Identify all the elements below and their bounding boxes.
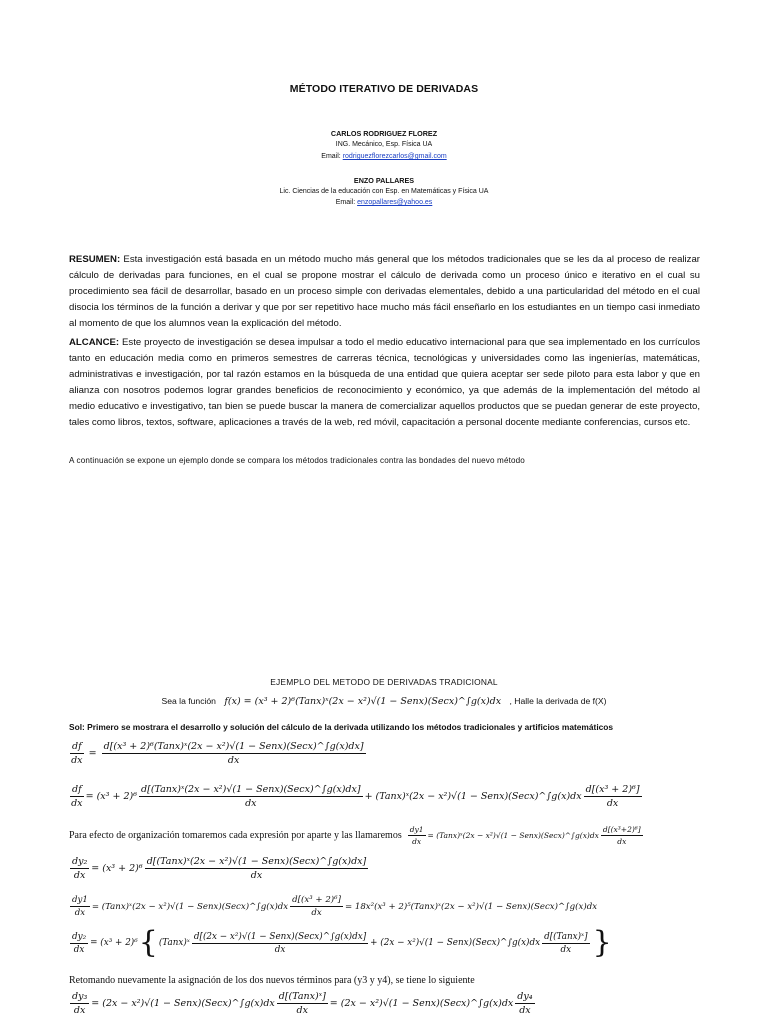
- alcance-text: Este proyecto de investigación se desea impulsar a todo el medio educativo internacional para que sea implementado en los currículos tanto en educación media como en primeros semestres de carreras técnica, tecnológicas y universidades como las ingenierías, matemáticas, administrativas e investigación, por tal razón estamos en la búsqueda de una entidad que quiera aceptar ser sede piloto para esta labor y que en alianza con nosotros podemos lograr grandes beneficios de reconocimiento y económico, ya que además de la implementación del método al medio educativo e investigativo, tan bien se puede buscar la manera de comercializar aquellos productos que se puedan generar de este proyecto, tales como libros, textos, software, aplicaciones a través de la web, red móvil, capacitación a personal docente mediante conferencias, cursos etc.: [69, 337, 700, 429]
- eq7-lhs-den: dx: [73, 1005, 86, 1016]
- equation-2: [68, 784, 644, 809]
- eq2-frac1-num: d[(Tanx)ˣ(2x − x²)√(1 − Senx)(Secx)^∫g(x)dx]: [141, 784, 361, 795]
- resumen-label: RESUMEN:: [69, 254, 121, 265]
- author2-role: Lic. Ciencias de la educación con Esp. en Matemáticas y Física UA: [279, 188, 489, 195]
- organize-text: Para efecto de organización tomaremos cada expresión por aparte y las llamaremos: [69, 830, 402, 841]
- eq6-frac2-num: d[(Tanx)ˣ]: [544, 931, 588, 942]
- alcance-paragraph: [69, 335, 700, 432]
- eq7-part2: = (2x − x²)√(1 − Senx)(Secx)^∫g(x)dx: [329, 998, 514, 1009]
- eq2-lhs-den: dx: [71, 798, 83, 809]
- example-section-title: EJEMPLO DEL METODO DE DERIVADAS TRADICIONAL: [270, 677, 498, 687]
- equation-4: [68, 856, 370, 881]
- eq5-part2: = 18x²(x³ + 2)⁵(Tanx)ˣ(2x − x²)√(1 − Senx)(Secx)^∫g(x)dx: [344, 901, 598, 912]
- eq3-inline-lhs-num: dy1: [409, 825, 424, 834]
- eq1-lhs-den: dx: [71, 755, 83, 766]
- function-prefix: Sea la función: [161, 696, 216, 706]
- eq2-frac2-num: d[(x³ + 2)⁶]: [585, 784, 640, 795]
- eq3-inline-rhs: = (Tanx)ˣ(2x − x²)√(1 − Senx)(Secx)^∫g(x)dx: [427, 831, 599, 840]
- retomando-line: Retomando nuevamente la asignación de los dos nuevos términos para (y3 y y4), se tiene lo siguiente: [69, 975, 475, 986]
- eq5-frac-den: dx: [311, 908, 322, 918]
- organize-line: [69, 825, 645, 846]
- eq1-lhs-num: df: [72, 741, 82, 752]
- eq6-lhs-num: dy₂: [72, 931, 87, 942]
- eq2-part2: + (Tanx)ˣ(2x − x²)√(1 − Senx)(Secx)^∫g(x)dx: [364, 791, 582, 802]
- eq1-rhs-den: dx: [227, 755, 240, 766]
- author2-name: ENZO PALLARES: [353, 176, 415, 185]
- eq4-lhs: [70, 856, 89, 881]
- author1-email-label: Email:: [321, 153, 341, 160]
- eq7-frac2-num: dy₄: [517, 991, 533, 1002]
- eq4-frac-den: dx: [250, 870, 263, 881]
- eq3-inline-frac: [601, 825, 643, 846]
- resumen-paragraph: [69, 252, 700, 332]
- eq7-lhs: [70, 991, 89, 1016]
- resumen-text: Esta investigación está basada en un método mucho más general que los métodos tradicionales que se les da al proceso de realizar cálculo de derivadas para funciones, en el cual se propone mostrar el cálculo de derivada como un proceso único e iterativo en el cual su procedimiento sea fácil de desarrollar, basado en un proceso simple con derivadas elementales, debido a una particularidad del método en el cual disocia los términos de la función a derivar y que por ser repetitivo hace mucho más fácil enseñarlo en los estudiantes en un tiempo casi inmediato al momento de que los alumnos vean la explicación del método.: [69, 254, 700, 330]
- eq6-part2: (Tanx)ˣ: [158, 938, 190, 948]
- eq6-frac2-den: dx: [560, 944, 572, 955]
- eq2-part1: = (x³ + 2)⁶: [85, 791, 138, 802]
- eq6-frac1: [192, 932, 368, 955]
- eq7-frac1: [277, 991, 328, 1016]
- eq6-brace-close: }: [592, 925, 612, 960]
- eq4-frac: [145, 856, 369, 881]
- eq6-frac2: [542, 932, 590, 955]
- eq3-inline-lhs: [408, 825, 426, 846]
- equation-6: [68, 925, 613, 960]
- eq7-frac2-den: dx: [519, 1005, 531, 1016]
- eq5-lhs-num: dy1: [72, 895, 88, 905]
- eq7-lhs-num: dy₃: [72, 991, 88, 1002]
- author1-email-link[interactable]: rodriguezflorezcarlos@gmail.com: [342, 153, 447, 160]
- author2-email-line: [0, 199, 768, 206]
- paper-title: MÉTODO ITERATIVO DE DERIVADAS: [289, 83, 479, 95]
- eq4-lhs-num: dy₂: [72, 856, 88, 867]
- author1-name: CARLOS RODRIGUEZ FLOREZ: [330, 129, 438, 138]
- eq2-lhs-num: df: [72, 784, 82, 795]
- author2-email-label: Email:: [335, 199, 356, 206]
- author2-email-link[interactable]: enzopallares@yahoo.es: [357, 199, 433, 206]
- eq3-inline-frac-num: d[(x³+2)⁶]: [602, 825, 641, 834]
- eq1-lhs: [70, 741, 84, 766]
- eq5-lhs-den: dx: [74, 908, 86, 918]
- eq5-frac-num: d[(x³ + 2)⁶]: [292, 895, 341, 905]
- eq5-lhs: [70, 895, 90, 918]
- author1-email-line: [0, 153, 768, 160]
- eq6-lhs-den: dx: [73, 944, 85, 955]
- solution-intro: Sol: Primero se mostrara el desarrollo y solución del cálculo de la derivada utilizando los métodos tradicionales y artificios matemáticos: [69, 722, 614, 732]
- eq3-inline: [406, 825, 645, 846]
- eq6-part1: = (x³ + 2)⁶: [90, 938, 138, 948]
- alcance-label: ALCANCE:: [69, 337, 120, 348]
- equation-5: [68, 895, 597, 918]
- equation-1: $\frac{df}{dx}$ = $\frac{\text{d[(x³ + 2)⁶(Tanx)ˣ(2x − x²)√(1 − Senx)(Secx)\textasciicircum{}∫g(x)dx]}}{dx}$: [71, 741, 364, 766]
- eq5-part1: = (Tanx)ˣ(2x − x²)√(1 − Senx)(Secx)^∫g(x)dx: [91, 901, 289, 912]
- eq1-rhs: [102, 741, 366, 766]
- eq2-lhs: [70, 784, 84, 809]
- function-suffix: , Halle la derivada de f(X): [509, 696, 607, 706]
- eq3-inline-lhs-den: dx: [412, 837, 422, 846]
- eq6-part3: + (2x − x²)√(1 − Senx)(Secx)^∫g(x)dx: [370, 938, 541, 948]
- eq2-frac1: [139, 784, 363, 809]
- eq2-frac1-den: dx: [245, 798, 257, 809]
- eq4-part1: = (x³ + 2)⁶: [91, 863, 143, 874]
- eq2-frac2: [584, 784, 642, 809]
- eq1-rhs-num: d[(x³ + 2)⁶(Tanx)ˣ(2x − x²)√(1 − Senx)(Secx)^∫g(x)dx]: [103, 741, 364, 752]
- eq4-lhs-den: dx: [73, 870, 86, 881]
- intro-line: A continuación se expone un ejemplo donde se compara los métodos tradicionales contra las bondades del nuevo método: [69, 456, 525, 465]
- eq3-inline-frac-den: dx: [617, 837, 627, 846]
- eq7-frac1-den: dx: [296, 1005, 308, 1016]
- function-statement: [0, 696, 768, 707]
- eq2-frac2-den: dx: [606, 798, 619, 809]
- author1-role: ING. Mecánico, Esp. Física UA: [335, 141, 433, 148]
- eq7-part1: = (2x − x²)√(1 − Senx)(Secx)^∫g(x)dx: [91, 998, 275, 1009]
- eq6-lhs: [70, 932, 88, 955]
- eq6-frac1-num: d[(2x − x²)√(1 − Senx)(Secx)^∫g(x)dx]: [193, 931, 367, 942]
- eq6-brace-open: {: [138, 925, 158, 960]
- equation-7: [68, 991, 537, 1016]
- eq6-frac1-den: dx: [274, 944, 286, 955]
- function-expression: f(x) = (x³ + 2)⁶(Tanx)ˣ(2x − x²)√(1 − Senx)(Secx)^∫g(x)dx: [224, 696, 502, 707]
- eq5-frac: [290, 895, 343, 918]
- eq7-frac1-num: d[(Tanx)ˣ]: [278, 991, 326, 1002]
- eq4-frac-num: d[(Tanx)ˣ(2x − x²)√(1 − Senx)(Secx)^∫g(x)dx]: [146, 856, 367, 867]
- eq7-frac2: [515, 991, 534, 1016]
